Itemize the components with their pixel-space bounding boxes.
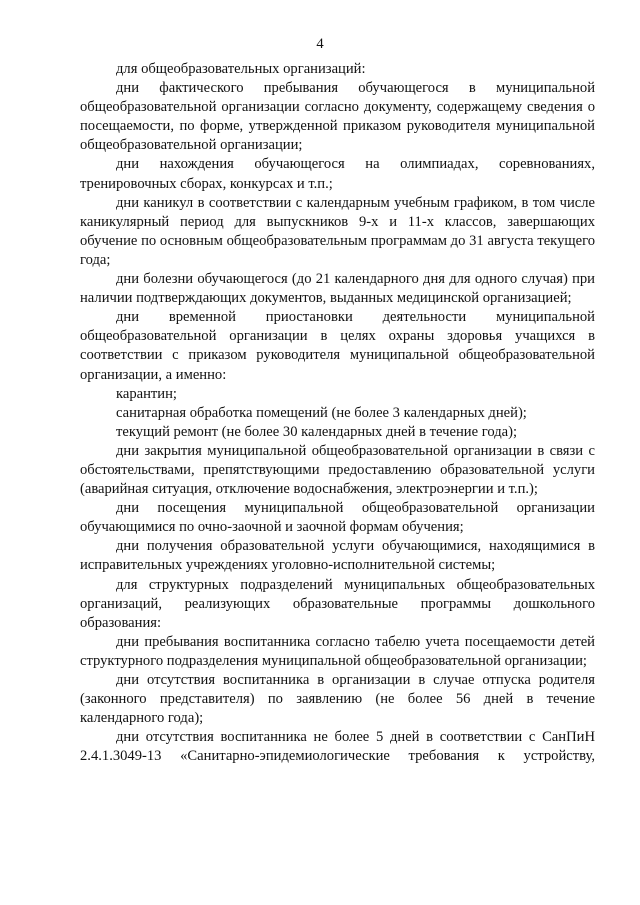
paragraph: дни пребывания воспитанника согласно табелю учета посещаемости детей структурного подразделения муниципальной общеобразовательной организации; <box>80 633 595 669</box>
paragraph: для общеобразовательных организаций: <box>116 61 366 77</box>
paragraph: дни закрытия муниципальной общеобразовательной организации в связи с обстоятельствами, препятствующими предоставлению образовательной услуги (аварийная ситуация, отключение водоснабжения, электроэнергии и т.п.); <box>80 442 595 498</box>
paragraph: текущий ремонт (не более 30 календарных дней в течение года); <box>116 423 518 440</box>
paragraph: дни отсутствия воспитанника не более 5 дней в соответствии с СанПиН 2.4.1.3049-13 «Санитарно-эпидемиологические требования к устройству, <box>80 729 595 765</box>
paragraph: дни отсутствия воспитанника в организации в случае отпуска родителя (законного представителя) по заявлению (не более 56 дней в течение календарного года); <box>80 672 595 727</box>
paragraph: дни каникул в соответствии с календарным учебным графиком, в том числе каникулярный период для выпускников 9-х и 11-х классов, завершающих обучение по основным общеобразовательным программам до 31 августа текущего года; <box>80 194 595 268</box>
paragraph: дни фактического пребывания обучающегося в муниципальной общеобразовательной организации согласно документу, содержащему сведения о посещаемости, по форме, утвержденной приказом руководителя муниципальной общеобразовательной организации; <box>80 80 595 154</box>
paragraph: карантин; <box>116 385 177 402</box>
paragraph: дни посещения муниципальной общеобразовательной организации обучающимися по очно-заочной и заочной формам обучения; <box>80 500 595 536</box>
paragraph: дни нахождения обучающегося на олимпиадах, соревнованиях, тренировочных сборах, конкурсах и т.п.; <box>80 156 595 192</box>
page-number: 4 <box>316 36 324 52</box>
paragraph: санитарная обработка помещений (не более 3 календарных дней); <box>116 404 527 421</box>
paragraph: дни болезни обучающегося (до 21 календарного дня для одного случая) при наличии подтверждающих документов, выданных медицинской организацией; <box>80 271 595 307</box>
paragraph: дни временной приостановки деятельности муниципальной общеобразовательной организации в целях охраны здоровья учащихся в соответствии с приказом руководителя муниципальной общеобразовательной организации, а именно: <box>80 309 595 383</box>
paragraph: для структурных подразделений муниципальных общеобразовательных организаций, реализующих образовательные программы дошкольного образования: <box>80 576 595 631</box>
document-body <box>80 60 595 766</box>
paragraph: дни получения образовательной услуги обучающимися, находящимися в исправительных учреждениях уголовно-исполнительной системы; <box>80 538 595 574</box>
